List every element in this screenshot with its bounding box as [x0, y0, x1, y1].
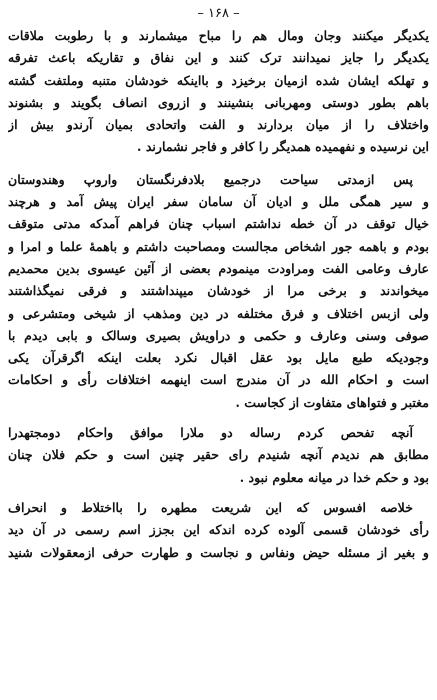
text-line: آنچه تفحص کردم رساله دو ملارا موافق واحکام دومجتهدرا	[8, 425, 413, 441]
text-line: رأی خودشان قسمی آلوده کرده اندکه این بجزز اسم رسمی در آن دید	[8, 522, 429, 538]
text-line: پس ازمدتی سیاحت درجمیع بلادفرنگستان واروپ وهندوستان	[8, 171, 413, 187]
paragraph	[8, 497, 429, 564]
text-line: بود و حکم خدا در میانه معلوم نبود .	[239, 469, 429, 485]
paragraph	[8, 25, 429, 159]
paragraph	[8, 169, 429, 414]
text-line: باهم بطور دوستی ومهربانی بنشینند و ازروی انصاف بگویند و بشنوند	[8, 94, 429, 110]
text-line: و تهلکه ایشان شده ازمیان برخیزد و بااینکه خودشان متنبه وملتفت گشته	[8, 72, 429, 88]
text-line: مغتبر و فتواهای متفاوت از کجاست .	[235, 394, 429, 410]
text-line: و بغیر از مسئله حیض ونفاس و نجاست و طهارت حرفی ازمعقولات شنید	[8, 544, 429, 560]
text-line: وجودیکه طبع مایل بود عقل اقبال نکرد بعلت اینکه اگرقرآن یکی	[8, 350, 429, 366]
text-line: خلاصه افسوس که این شریعت مطهره را بااختلاط و انحراف	[8, 499, 413, 515]
text-line: خیال توقف در آن خطه نداشتم اسباب چنان فراهم آمدکه مدتی متوقف	[8, 216, 429, 232]
text-line: واختلاف را از میان بردارند و الفت واتحادی بمیان آرندو بیش از	[8, 117, 429, 133]
text-line: و سیر همگی ملل و ادیان آن سامان سفر ایران پیش آمد و هرچند	[8, 194, 429, 210]
page-number: – ۱۶۸ –	[197, 6, 240, 21]
text-line: عارف وعامی الفت ومراودت مینمودم بعضی از آئین عیسوی بدین محمدیم	[8, 260, 429, 276]
text-line: ولی ازبس اختلاف و فرق مختلفه در دین ومذهب از شیخی ومتشرعی و	[8, 305, 429, 321]
text-line: یکدیگر را جایز نمیدانند ترک کنند و این نفاق و تقاریکه باعث تفرقه	[8, 50, 429, 66]
text-line: صوفی وسنی وعارف و حکمی و دراویش بصیری وسالک و بابی دیدم با	[8, 327, 429, 343]
text-line: یکدیگر میکنند وجان ومال هم را مباح میشمارند و با رطوبت ملاقات	[8, 28, 429, 43]
text-line: این نرسیده و نفهمیده همدیگر را کافر و فاجر نشمارند .	[137, 139, 429, 155]
text-line: میخواندند و برخی مرا از خودشان میپنداشتند و فرقی نمیگذاشتند	[8, 283, 429, 299]
text-line: بودم و باهمه جور اشخاص مجالست ومصاحبت داشتم و باهمهٔ علما و امرا و	[8, 238, 429, 254]
text-line: است و احکام الله در آن مندرج است اینهمه اختلافات رأی و احکامات	[8, 372, 429, 388]
text-line: مطابق هم ندیدم آنچه شنیدم رای حقیر چنین است و حکم فلان چنان	[8, 447, 429, 463]
body-text	[8, 25, 429, 564]
paragraph	[8, 422, 429, 489]
